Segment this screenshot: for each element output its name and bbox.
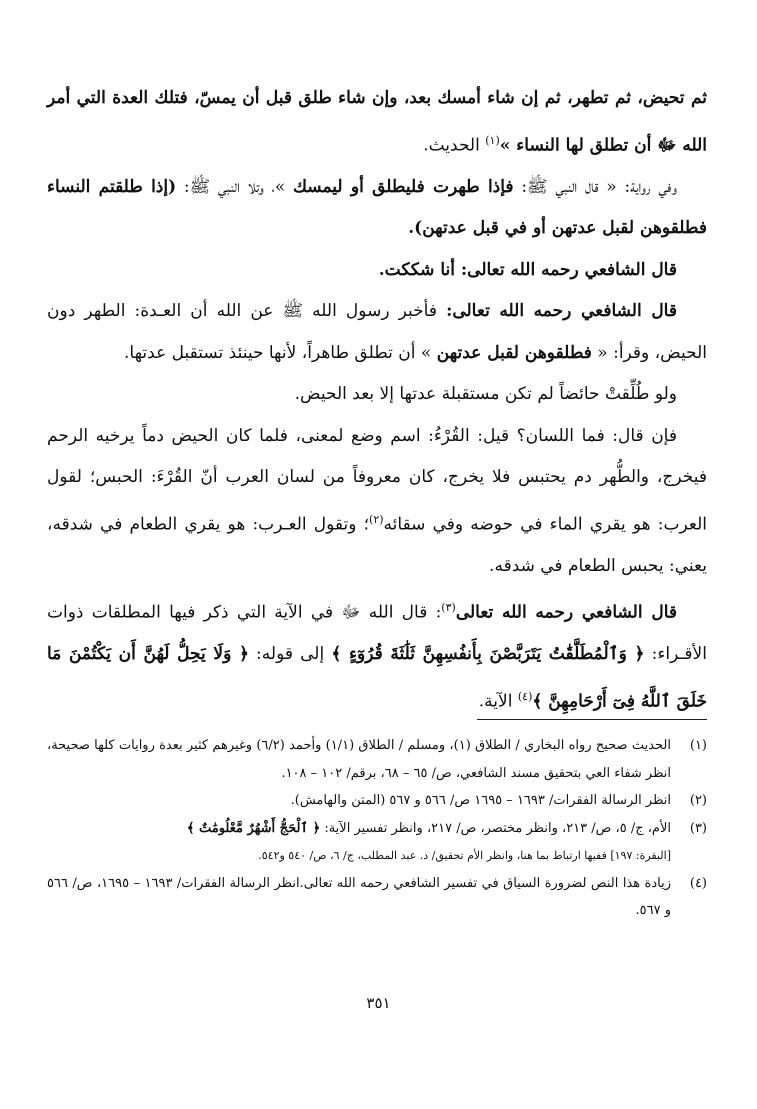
paragraph-6 [47,416,707,588]
p4-tail: » أن تطلق طاهراً، لأنها حينئذ تستقبل عدتها. [124,342,437,363]
p2-mid: »، وتلا النبي ﷺ: [176,176,293,197]
p7-mid: إلى قوله: [248,644,332,665]
paragraph-5: ولو طُلِّقتْ حائضاً لم تكن مستقبلة عدتها إلا بعد الحيض. [294,384,677,405]
footnote-ref-3: (٣) [441,601,456,615]
p4-speaker: قال الشافعي رحمه الله تعالى: [446,301,677,322]
footnote-1 [47,732,707,787]
paragraph-7 [47,587,707,723]
p4-text: فأخبر رسول الله ﷺ عن الله أن العـدة: الطهر دون الحيض، وقرأ: « [47,301,707,363]
footnote-4 [47,870,707,925]
footnote-number: (٤) [689,875,707,891]
p7-tail: الآية. [478,691,518,712]
p7-ayah-2: ﴿ وَلَا يَحِلُّ لَهُنَّ أَن يَكْتُمْنَ مَا خَلَقَ ٱللَّهُ فِىٓ أَرْحَامِهِنَّ ﴾ [47,644,707,712]
footnote-number: (٢) [689,793,707,808]
p2-quote: فإذا طهرت فليطلق أو ليمسك [292,176,514,197]
paragraph-3: قال الشافعي رحمه الله تعالى: أنا شككت. [378,259,677,280]
footnote-small-text: [البقرة: ١٩٧] ففيها ارتباط بما هنا، وانظر الأم تحقيق/ د. عبد المطلب، ج/ ٦، ص/ ٥٤٠ و٥٤٢. [258,849,671,862]
p2-intro: وفي رواية: « قال النبي ﷺ: [513,176,678,197]
p6-text: فإن قال: فما اللسان؟ قيل: القُرْءُ: اسم وضع لمعنى، فلما كان الحيض دماً يرخيه الرحم فيخرج، والطُّهر دم يحتبس فلا يخرج، كان معروفاً من لسان العرب أنّ القُرْءَ: الحبس؛ لقول العرب: هو يقري الماء في حوضه وفي سقائه [47,425,707,535]
footnote-number: (١) [689,738,707,753]
footnote-divider [477,719,707,720]
footnote-text: الحديث صحيح رواه البخاري / الطلاق (١)، ومسلم / الطلاق (١/١) وأحمد (٦/٢) وغيرهم كثير بعدة روايات كلها صحيحة، انظر شفاء العي بتحقيق مسند الشافعي، ص/ ٦٥ – ٦٨، برقم/ ١٠٢ – ١٠٨. [47,738,671,781]
footnote-ref-2: (٢) [369,512,384,526]
main-text [47,78,707,723]
paragraph-2 [47,167,707,250]
p7-text: : قال الله ﷻ في الآية التي ذكر فيها المطلقات ذوات الأقـراء: [47,602,707,665]
footnote-number: (٣) [689,820,707,836]
footnote-text: الأم، ج/ ٥، ص/ ٢١٣، وانظر مختصر، ص/ ٢١٧، وانظر تفسير الآية: [320,820,671,836]
footnote-text: زيادة هذا النص لضرورة السياق في تفسير الشافعي رحمه الله تعالى.انظر الرسالة الفقرات/ ١٦٩٣ – ١٦٩٥، ص/ ٥٦٦ و ٥٦٧. [47,875,672,918]
footnote-2 [47,787,707,815]
p7-speaker: قال الشافعي رحمه الله تعالى [455,602,677,623]
p1-hadith-text: ثم تحيض، ثم تطهر، ثم إن شاء أمسك بعد، وإن شاء طلق قبل أن يمسّ، فتلك العدة التي أمر الله ﷻ أن تطلق لها النساء » [47,88,707,156]
footnotes [47,732,707,925]
p2-recitation: (إذا طلقتم النساء فطلقوهن لقبل عدتهن أو في قبل عدتهن). [47,176,707,239]
p6-tail: ؛ وتقول العـرب: هو يقري الطعام في شدقه، يعني: يحبس الطعام في شدقه. [47,514,707,576]
p4-quote: فطلقوهن لقبل عدتهن [436,342,592,363]
paragraph-4 [47,291,707,374]
footnote-text: انظر الرسالة الفقرات/ ١٦٩٣ – ١٦٩٥ ص/ ٥٦٦ و ٥٦٧ (المتن والهامش). [290,793,671,808]
p7-ayah-1: ﴿ وَٱلْمُطَلَّقَٰتُ يَتَرَبَّصْنَ بِأَنفُسِهِنَّ ثَلَٰثَةَ قُرُوٓءٍ ﴾ [331,644,645,665]
footnote-ref-1: (١) [485,133,500,147]
page-number: ٣٥١ [366,994,391,1012]
footnote-text-wrap [47,815,671,870]
footnote-ref-4: (٤) [517,689,533,703]
footnote-ayah: ﴿ ٱلْحَجُّ أَشْهُرٌ مَّعْلُومَٰتٌ ﴾ [186,820,321,836]
footnote-3 [47,815,707,870]
paragraph-1 [47,78,707,167]
p1-tail: الحديث. [423,135,486,156]
